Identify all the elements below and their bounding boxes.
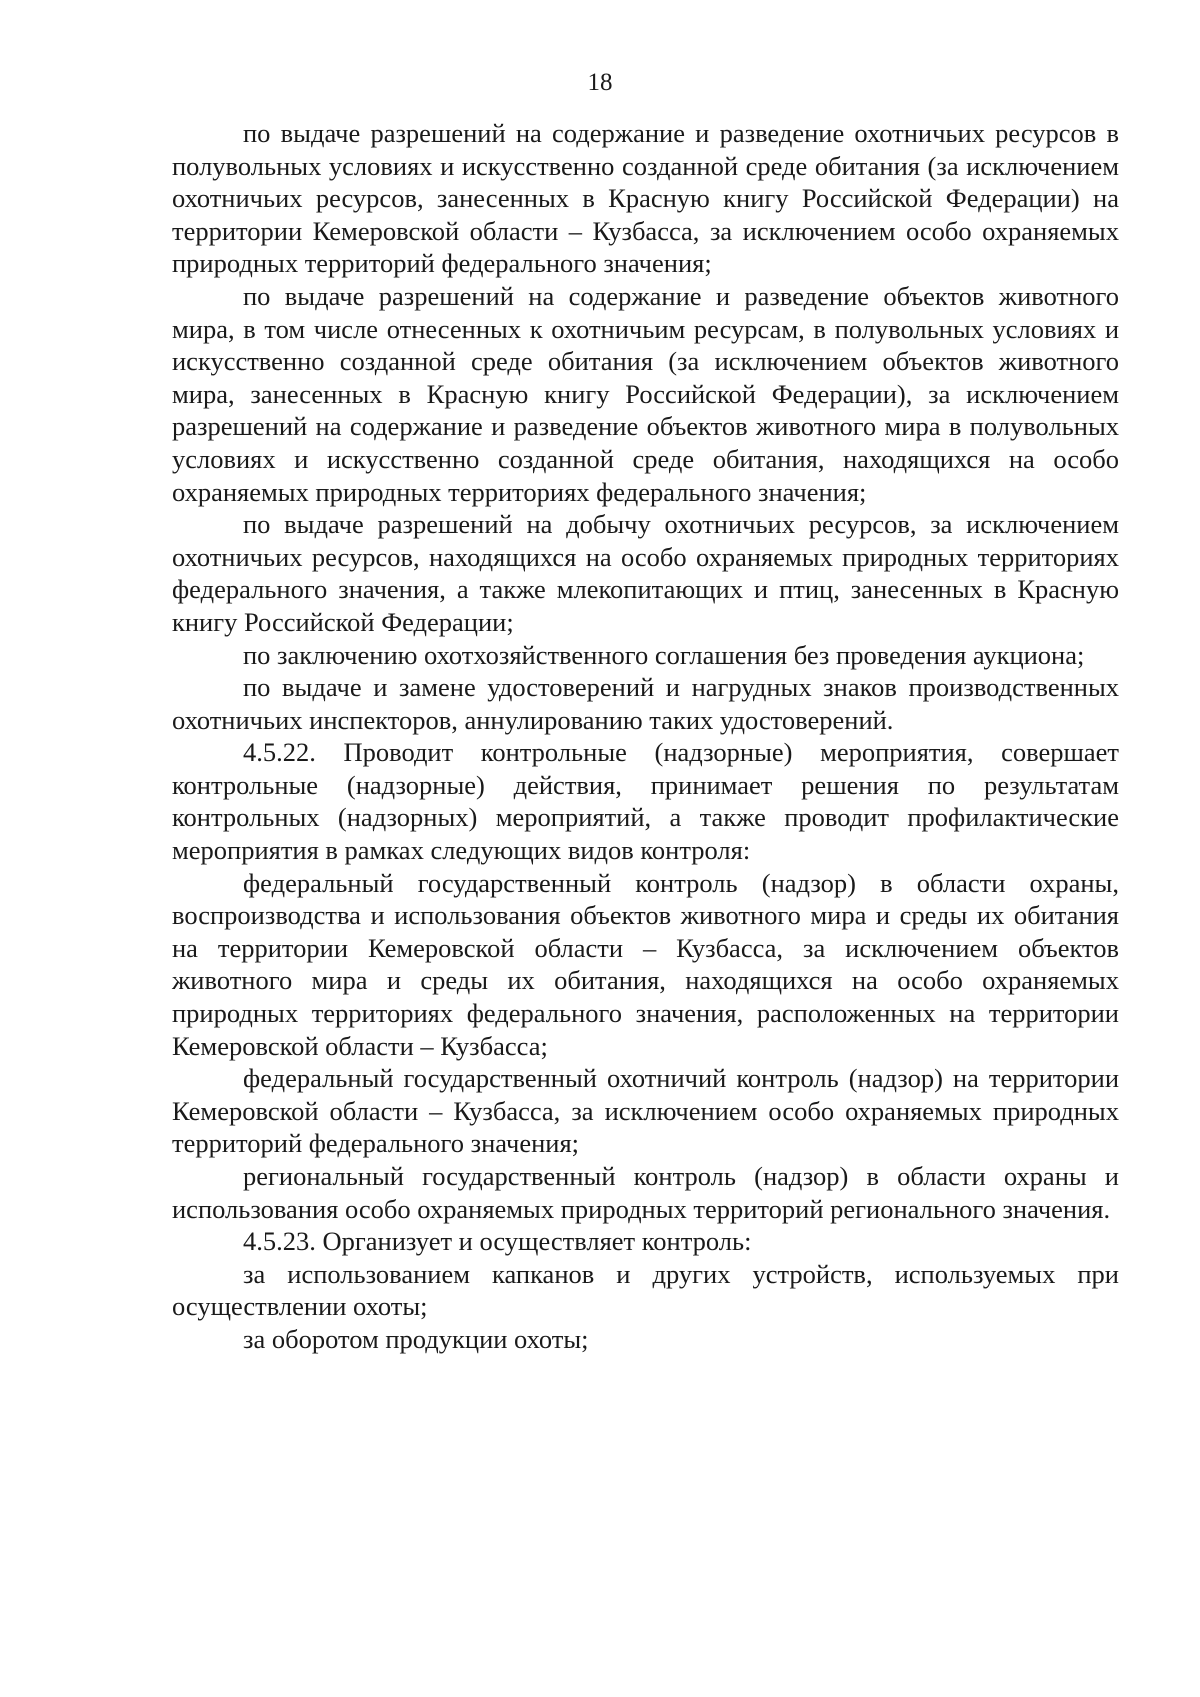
paragraph-regional-control: региональный государственный контроль (надзор) в области охраны и использования особо охраняемых природных территорий регионального значения. — [172, 1161, 1119, 1224]
paragraph-permits-harvest: по выдаче разрешений на добычу охотничьих ресурсов, за исключением охотничьих ресурсов, находящихся на особо охраняемых природных территориях федерального значения, а также млекопитающих и птиц, занесенных в Красную книгу Российской Федерации; — [172, 509, 1119, 637]
page-number: 18 — [587, 69, 613, 96]
paragraph-federal-wildlife-control: федеральный государственный контроль (надзор) в области охраны, воспроизводства и использования объектов животного мира и среды их обитания на территории Кемеровской области – Кузбасса, за исключением объектов животного мира и среды их обитания, находящихся на особо охраняемых природных территориях федерального значения, расположенных на территории Кемеровской области – Кузбасса; — [172, 867, 1119, 1061]
paragraph-permits-hunting-resources: по выдаче разрешений на содержание и разведение охотничьих ресурсов в полувольных условиях и искусственно созданной среде обитания (за исключением охотничьих ресурсов, занесенных в Красную книгу Российской Федерации) на территории Кемеровской области – Кузбасса, за исключением особо охраняемых природных территорий федерального значения; — [172, 118, 1119, 279]
paragraph-traps-control: за использованием капканов и других устройств, используемых при осуществлении охоты; — [172, 1258, 1119, 1322]
document-body — [172, 117, 1119, 1356]
paragraph-federal-hunting-control: федеральный государственный охотничий контроль (надзор) на территории Кемеровской области – Кузбасса, за исключением особо охраняемых природных территорий федерального значения; — [172, 1063, 1119, 1159]
paragraph-hunting-products: за оборотом продукции охоты; — [243, 1323, 589, 1354]
paragraph-inspector-certificates: по выдаче и замене удостоверений и нагрудных знаков производственных охотничьих инспекторов, аннулированию таких удостоверений. — [172, 672, 1119, 735]
paragraph-section-4-5-23: 4.5.23. Организует и осуществляет контроль: — [243, 1226, 752, 1257]
paragraph-hunting-agreement: по заключению охотхозяйственного соглашения без проведения аукциона; — [243, 639, 1085, 670]
paragraph-section-4-5-22: 4.5.22. Проводит контрольные (надзорные) мероприятия, совершает контрольные (надзорные) действия, принимает решения по результатам контрольных (надзорных) мероприятий, а также проводит профилактические мероприятия в рамках следующих видов контроля: — [172, 737, 1119, 866]
paragraph-permits-wildlife-objects: по выдаче разрешений на содержание и разведение объектов животного мира, в том числе отнесенных к охотничьим ресурсам, в полувольных условиях и искусственно созданной среде обитания (за исключением объектов животного мира, занесенных в Красную книгу Российской Федерации), за исключением разрешений на содержание и разведение объектов животного мира в полувольных условиях и искусственно созданной среде обитания, находящихся на особо охраняемых природных территориях федерального значения; — [172, 280, 1119, 507]
